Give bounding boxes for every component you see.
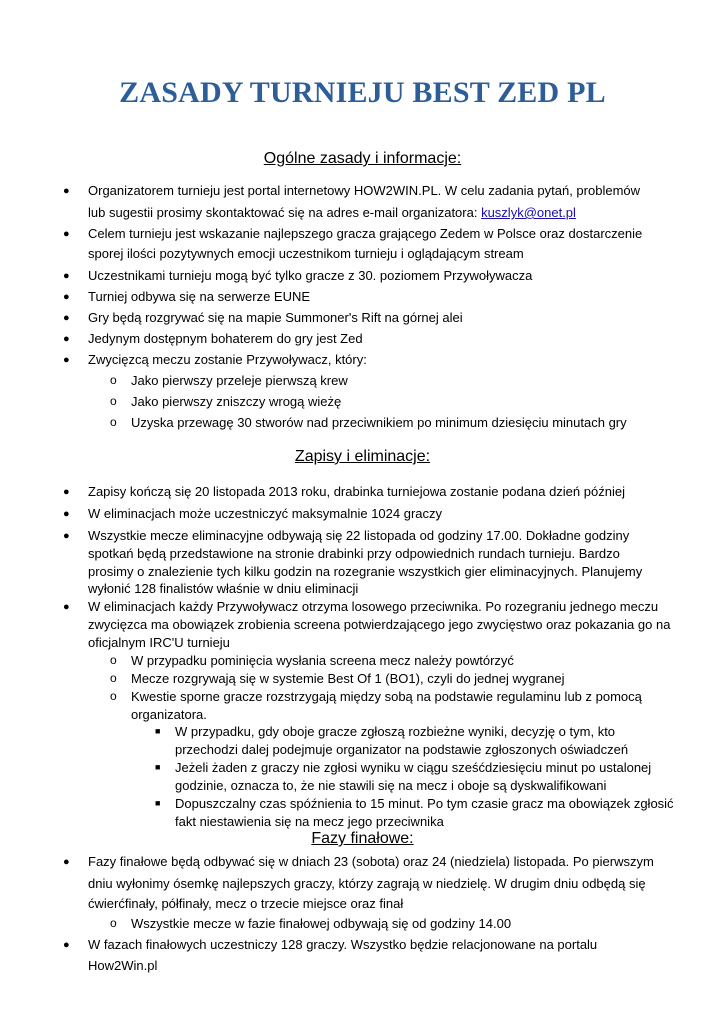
general-item-1-text: lub sugestii prosimy skontaktować się na adres e-mail organizatora: [88, 205, 482, 220]
sub-bullet: o [110, 415, 117, 429]
finals-item-1-line-3: ćwierćfinały, półfinały, mecz o trzecie miejsce oraz finał [88, 896, 404, 911]
registration-detail-1-line-2: przechodzi dalej podejmuje organizator na podstawie zgłoszonych oświadczeń [175, 742, 629, 757]
bullet: ● [63, 939, 70, 951]
sub-bullet: o [110, 671, 117, 685]
registration-item-4-line-3: oficjalnym IRC'U turnieju [88, 635, 230, 650]
bullet: ● [63, 508, 70, 520]
registration-detail-1-line-1: W przypadku, gdy oboje gracze zgłoszą rozbieżne wyniki, decyzję o tym, kto [175, 724, 616, 739]
general-item-1-line-1: Organizatorem turnieju jest portal internetowy HOW2WIN.PL. W celu zadania pytań, problemów [88, 183, 641, 198]
registration-subitem-1: W przypadku pominięcia wysłania screena mecz należy powtórzyć [131, 653, 514, 668]
registration-item-3-line-4: wyłonić 128 finalistów właśnie w dniu eliminacji [88, 581, 359, 596]
bullet: ● [63, 354, 70, 366]
registration-detail-3-line-2: fakt niestawienia się na mecz jego przeciwnika [175, 814, 444, 829]
finals-item-1-line-2: dniu wyłonimy ósemkę najlepszych graczy, którzy zagrają w niedzielę. W drugim dniu odbędą się [88, 876, 646, 891]
registration-subitem-3-line-2: organizatora. [131, 707, 207, 722]
bullet: ● [63, 333, 70, 345]
square-bullet: ■ [155, 726, 161, 736]
bullet: ● [63, 270, 70, 282]
bullet: ● [63, 312, 70, 324]
sub-bullet: o [110, 653, 117, 667]
general-item-2-line-1: Celem turnieju jest wskazanie najlepszego gracza grającego Zedem w Polsce oraz dostarczenie [88, 226, 643, 241]
registration-item-3-line-2: spotkań będą przedstawione na stronie drabinki przy odpowiednich rundach turnieju. Bardzo [88, 546, 620, 561]
finals-item-2-line-2: How2Win.pl [88, 958, 158, 973]
bullet: ● [63, 530, 70, 542]
bullet: ● [63, 601, 70, 613]
registration-subitem-3-line-1: Kwestie sporne gracze rozstrzygają między sobą na podstawie regulaminu lub z pomocą [131, 689, 642, 704]
registration-detail-3-line-1: Dopuszczalny czas spóźnienia to 15 minut. Po tym czasie gracz ma obowiązek zgłosić [175, 796, 674, 811]
general-item-1-line-2 [88, 204, 576, 222]
general-item-5: Gry będą rozgrywać się na mapie Summoner's Rift na górnej alei [88, 310, 463, 325]
sub-bullet: o [110, 394, 117, 408]
organizer-email-link[interactable]: kuszlyk@onet.pl [481, 205, 576, 220]
general-item-6: Jedynym dostępnym bohaterem do gry jest Zed [88, 331, 363, 346]
general-item-7: Zwycięzcą meczu zostanie Przywoływacz, który: [88, 352, 367, 367]
registration-subitem-2: Mecze rozgrywają się w systemie Best Of 1 (BO1), czyli do jednej wygranej [131, 671, 565, 686]
general-item-3: Uczestnikami turnieju mogą być tylko gracze z 30. poziomem Przywoływacza [88, 268, 533, 283]
registration-item-1: Zapisy kończą się 20 listopada 2013 roku, drabinka turniejowa zostanie podana dzień później [88, 484, 625, 499]
finals-subitem-1: Wszystkie mecze w fazie finałowej odbywają się od godziny 14.00 [131, 916, 512, 931]
registration-item-3-line-1: Wszystkie mecze eliminacyjne odbywają się 22 listopada od godziny 17.00. Dokładne godziny [88, 528, 630, 543]
section-heading-general: Ogólne zasady i informacje: [263, 150, 462, 167]
registration-item-4-line-2: zwycięzca ma obowiązek zrobienia screena potwierdzającego jego zwycięstwo oraz pokazania go na [88, 617, 671, 632]
registration-item-3-line-3: prosimy o znalezienie tych kilku godzin na rozegranie wszystkich gier eliminacyjnych. Planujemy [88, 564, 643, 579]
general-subitem-2: Jako pierwszy zniszczy wrogą wieżę [131, 394, 342, 409]
registration-detail-2-line-1: Jeżeli żaden z graczy nie zgłosi wyniku w ciągu sześćdziesięciu minut po ustalonej [175, 760, 652, 775]
finals-item-1-line-1: Fazy finałowe będą odbywać się w dniach 23 (sobota) oraz 24 (niedziela) listopada. Po pierwszym [88, 854, 654, 869]
square-bullet: ■ [155, 798, 161, 808]
section-heading-registration: Zapisy i eliminacje: [294, 448, 431, 465]
general-subitem-1: Jako pierwszy przeleje pierwszą krew [131, 373, 348, 388]
sub-bullet: o [110, 916, 117, 930]
bullet: ● [63, 291, 70, 303]
finals-item-2-line-1: W fazach finałowych uczestniczy 128 graczy. Wszystko będzie relacjonowane na portalu [88, 937, 598, 952]
registration-item-2: W eliminacjach może uczestniczyć maksymalnie 1024 graczy [88, 506, 443, 521]
sub-bullet: o [110, 373, 117, 387]
general-item-2-line-2: sporej ilości pozytywnych emocji uczestnikom turnieju i oglądającym stream [88, 246, 524, 261]
bullet: ● [63, 856, 70, 868]
general-item-4: Turniej odbywa się na serwerze EUNE [88, 289, 311, 304]
section-heading-finals: Fazy finałowe: [311, 830, 414, 847]
bullet: ● [63, 228, 70, 240]
square-bullet: ■ [155, 762, 161, 772]
general-subitem-3: Uzyska przewagę 30 stworów nad przeciwnikiem po minimum dziesięciu minutach gry [131, 415, 627, 430]
bullet: ● [63, 185, 70, 197]
sub-bullet: o [110, 689, 117, 703]
registration-detail-2-line-2: godzinie, oznacza to, że nie stawili się na mecz i oboje są dyskwalifikowani [175, 778, 607, 793]
bullet: ● [63, 486, 70, 498]
page-title: ZASADY TURNIEJU BEST ZED PL [119, 76, 606, 109]
registration-item-4-line-1: W eliminacjach każdy Przywoływacz otrzyma losowego przeciwnika. Po rozegraniu jednego meczu [88, 599, 659, 614]
